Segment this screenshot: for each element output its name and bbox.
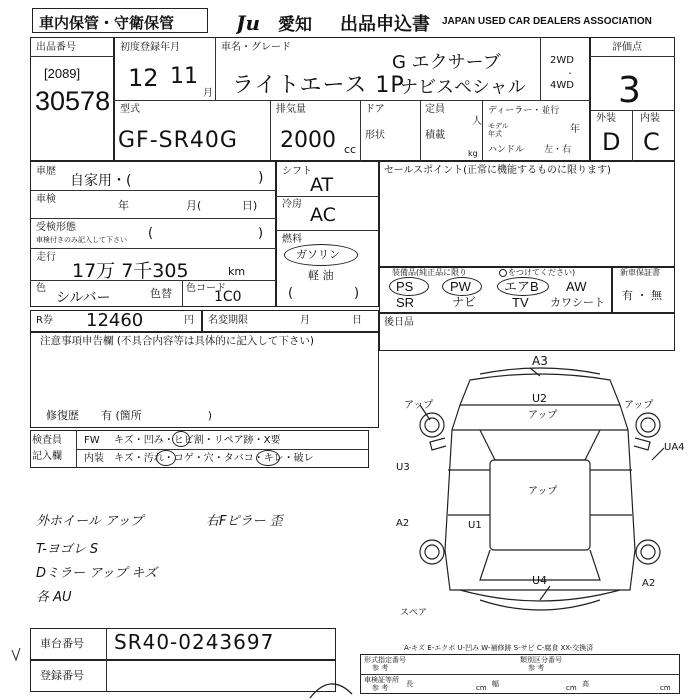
- equip-ps: PS: [396, 279, 414, 294]
- spec-l1: 形式指定番号: [364, 656, 406, 664]
- dmg-up-front: アップ: [528, 410, 558, 421]
- recycle-label: R券: [36, 315, 53, 326]
- margin-mark: [6, 640, 30, 670]
- equip-navi: ナビ: [452, 295, 477, 309]
- spec-l2: 参 考: [372, 664, 389, 672]
- equip-airbag-circle: [497, 277, 549, 296]
- equip-ps-circle: [389, 277, 429, 296]
- color-code-value: 1C0: [214, 289, 242, 305]
- lot-number: 30578: [35, 86, 111, 116]
- score-int-label: 内装: [640, 113, 660, 124]
- equipment-label: 装備品(純正品に限り: [392, 268, 468, 277]
- history-close: ): [258, 170, 264, 186]
- spec-l4: 参 考: [528, 664, 545, 672]
- namechange-day: 日: [352, 315, 362, 326]
- spec-length: 長: [406, 680, 413, 688]
- carname-label: 車名・グレード: [221, 42, 291, 53]
- type-label: 型式: [120, 104, 140, 115]
- color-change-label: 色替: [150, 287, 172, 300]
- lot-bracket: [2089]: [44, 66, 81, 81]
- acceptance-label: 受検形態: [36, 222, 76, 233]
- shape-label: 形状: [365, 130, 385, 141]
- equip-leather: カワシート: [550, 296, 605, 309]
- mileage-label: 走行: [36, 252, 56, 263]
- car-model: ライトエース 1P: [232, 73, 405, 98]
- note-line2: 右Fピラー 歪: [206, 514, 283, 529]
- notes-label: 注意事項申告欄 (不具合内容等は具体的に記入して下さい): [40, 335, 315, 347]
- inspection-year: 年: [118, 199, 129, 212]
- inspection-label: 車検: [36, 194, 56, 205]
- history-value: 自家用・(: [70, 173, 132, 189]
- note-line4: Dミラー アップ キズ: [36, 566, 158, 581]
- grade-line1: G エクサーブ: [392, 52, 501, 73]
- sales-point-box: [379, 161, 675, 267]
- equip-sr: SR: [396, 295, 415, 310]
- load-label: 積載: [425, 130, 445, 141]
- type-value: GF-SR40G: [118, 128, 238, 153]
- dmg-ua4: UA4: [664, 442, 685, 453]
- later-items-box: [379, 313, 675, 351]
- recycle-value: 12460: [86, 310, 144, 331]
- svg-text:Ju: Ju: [236, 11, 261, 34]
- recycle-unit: 円: [184, 315, 194, 326]
- namechange-month: 月: [300, 315, 310, 326]
- lot-label: 出品番号: [36, 42, 76, 53]
- inspection-day: 日): [242, 199, 258, 212]
- dealer-handle: ハンドル: [488, 145, 525, 155]
- reg-no-label: 登録番号: [40, 669, 84, 682]
- storage-title-box: [32, 8, 208, 33]
- grade-line2: ナビスペシャル: [400, 77, 526, 98]
- dmg-up-right: アップ: [624, 400, 654, 411]
- displacement-label: 排気量: [276, 104, 306, 115]
- spec-height: 高: [582, 680, 589, 688]
- reg-year: 12: [128, 64, 159, 92]
- drive-4wd: 4WD: [550, 80, 574, 91]
- score-label: 評価点: [612, 42, 642, 53]
- acceptance-close: ): [258, 226, 264, 241]
- history-label: 車歴: [36, 166, 56, 177]
- sales-point-label: セールスポイント(正常に機能するものに限ります): [384, 165, 611, 176]
- color-code-label: 色コード: [186, 283, 226, 294]
- cooling-label: 冷房: [282, 199, 302, 210]
- drive-2wd: 2WD: [550, 55, 574, 66]
- displacement-unit: cc: [344, 143, 357, 156]
- dealer-year: 年式: [488, 130, 502, 138]
- spec-cm2: cm: [566, 684, 577, 692]
- reg-month-unit: 月: [203, 88, 213, 99]
- mileage-value: 17万 7千305: [72, 260, 189, 282]
- dmg-u1: U1: [468, 520, 482, 531]
- dmg-u4: U4: [532, 574, 548, 587]
- storage-title: 車内保管・守衛保管: [39, 14, 175, 32]
- dmg-a3: A3: [532, 354, 548, 368]
- later-items-label: 後日品: [384, 317, 414, 328]
- equipment-label2: をつけてください): [508, 268, 576, 277]
- capacity-unit: 人: [472, 116, 482, 127]
- inspector-label2: 記入欄: [32, 451, 62, 462]
- dmg-up-left: アップ: [404, 400, 434, 411]
- inspector-fw-label: FW: [84, 435, 100, 446]
- spec-width: 幅: [492, 680, 499, 688]
- spec-l8: 車検証等所: [364, 676, 399, 684]
- warranty-value: 有 ・ 無: [622, 289, 662, 302]
- inspector-label1: 検査員: [32, 435, 62, 446]
- note-line5: 各 AU: [36, 590, 72, 605]
- dmg-u2: U2: [532, 392, 548, 405]
- dealer-model: モデル: [488, 122, 509, 130]
- namechange-label: 名変期限: [208, 315, 248, 326]
- spec-cm3: cm: [660, 684, 671, 692]
- fuel-diesel: 軽 油: [308, 269, 334, 282]
- equip-tv: TV: [512, 295, 529, 310]
- load-unit: kg: [468, 149, 478, 158]
- fuel-petrol: ガソリン: [296, 248, 340, 261]
- spec-l9: 参 考: [372, 684, 389, 692]
- dmg-a2-right: A2: [642, 578, 656, 589]
- fuel-open: (: [288, 286, 294, 301]
- score-value: 3: [618, 70, 641, 111]
- spare-label: スペア: [400, 608, 428, 618]
- brand-name: 愛知: [278, 15, 312, 35]
- shift-label: シフト: [282, 166, 312, 177]
- dealer-handle-value: 左・右: [544, 145, 572, 155]
- color-value: シルバー: [56, 290, 111, 306]
- damage-legend: A-キズ E-エクボ U-凹み W-補修跡 S-サビ C-腐食 XX-交換済: [404, 644, 594, 652]
- displacement-value: 2000: [280, 128, 336, 153]
- association-name: JAPAN USED CAR DEALERS ASSOCIATION: [442, 16, 652, 27]
- equip-pw: PW: [450, 279, 471, 294]
- reg-month: 11: [170, 64, 198, 89]
- inspector-in-label: 内装: [84, 453, 104, 464]
- score-ext-label: 外装: [596, 113, 616, 124]
- score-ext: D: [602, 128, 621, 156]
- note-line1: 外ホイール アップ: [36, 514, 143, 529]
- dmg-up-center: アップ: [528, 486, 558, 497]
- fuel-close: ): [354, 286, 360, 301]
- inspector-fw-items: キズ・凹み・ヒビ割・リペア跡・X要: [114, 435, 281, 446]
- inspection-month: 月(: [186, 199, 202, 212]
- reg-label: 初度登録年月: [120, 42, 180, 53]
- in-stain-circle: [156, 450, 176, 466]
- equip-pw-circle: [442, 277, 482, 296]
- warranty-label: 新車保証書: [620, 268, 660, 277]
- doors-label: ドア: [365, 104, 385, 115]
- dealer-line1: ディーラー・並行: [488, 106, 560, 116]
- capacity-label: 定員: [425, 104, 445, 115]
- inspector-in-items: キズ・汚れ・コゲ・穴・タバコ・キレ・破レ: [114, 453, 314, 464]
- spec-l3: 類別区分番号: [520, 656, 562, 664]
- acceptance-open: (: [148, 226, 154, 241]
- fw-dent-circle: [172, 431, 190, 447]
- dealer-nen: 年: [570, 124, 580, 135]
- chassis-label: 車台番号: [40, 637, 84, 650]
- handwritten-curve: [300, 672, 360, 700]
- chassis-value: SR40-0243697: [114, 630, 275, 654]
- repair-history: 修復歴 有 (箇所 ): [46, 409, 213, 422]
- color-label: 色: [36, 283, 46, 294]
- equip-airbag: エアB: [504, 279, 539, 294]
- ju-logo: [236, 10, 284, 34]
- dmg-a2-left: A2: [396, 518, 410, 529]
- cooling-value: AC: [310, 204, 336, 226]
- dmg-u3: U3: [396, 462, 410, 473]
- score-int: C: [643, 128, 660, 156]
- shift-value: AT: [310, 174, 334, 196]
- mileage-unit: km: [228, 265, 246, 278]
- doc-title: 出品申込書: [340, 14, 430, 35]
- in-tabako-circle: [256, 450, 280, 466]
- acceptance-note: 車検付きのみ記入して下さい: [36, 236, 127, 244]
- fuel-label: 燃料: [282, 234, 302, 245]
- spec-cm1: cm: [476, 684, 487, 692]
- equip-aw: AW: [566, 279, 587, 294]
- note-line3: T-ヨゴレ S: [36, 542, 99, 557]
